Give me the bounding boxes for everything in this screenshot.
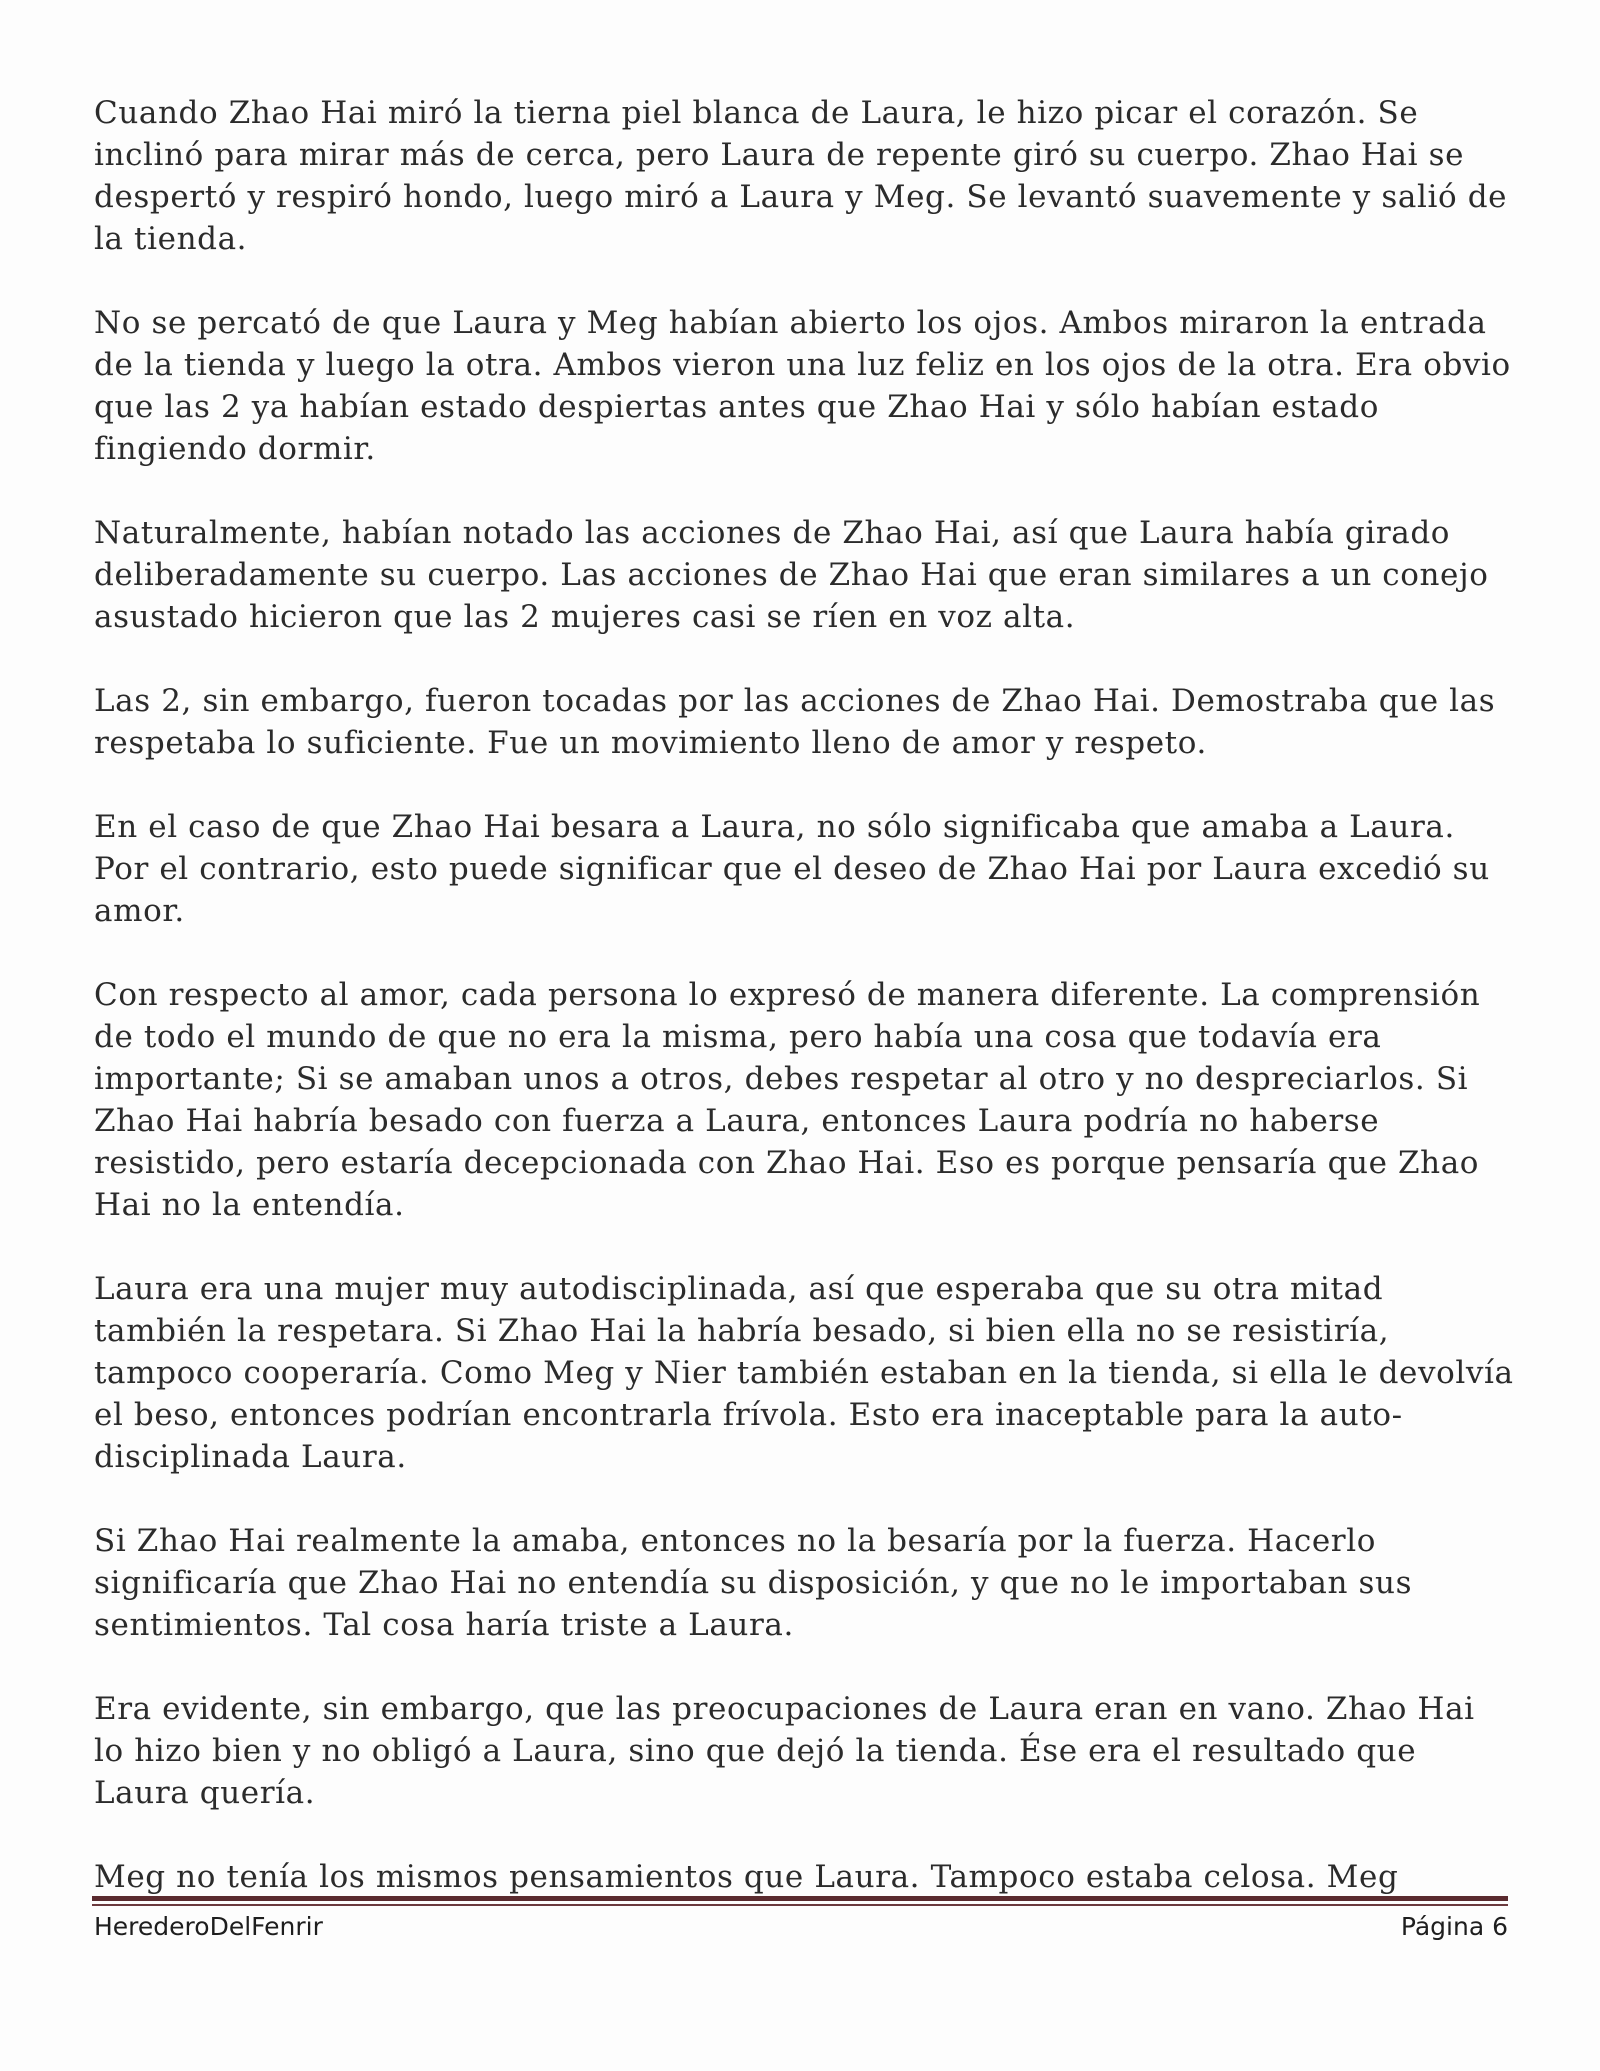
paragraph: Cuando Zhao Hai miró la tierna piel blanca de Laura, le hizo picar el corazón. Se inclinó para mirar más de cerca, pero Laura de repente giró su cuerpo. Zhao Hai se despertó y respiró hondo, luego miró a Laura y Meg. Se levantó suavemente y salió de la tienda.: [94, 95, 1508, 257]
paragraph: Meg no tenía los mismos pensamientos que Laura. Tampoco estaba celosa. Meg: [94, 1859, 1399, 1895]
footer-divider: [92, 1896, 1508, 1901]
paragraph: Naturalmente, habían notado las acciones de Zhao Hai, así que Laura había girado deliberadamente su cuerpo. Las acciones de Zhao Hai que eran similares a un conejo asustado hicieron que las 2 mujeres casi se ríen en voz alta.: [94, 515, 1489, 635]
paragraph: No se percató de que Laura y Meg habían abierto los ojos. Ambos miraron la entrada de la tienda y luego la otra. Ambos vieron una luz feliz en los ojos de la otra. Era obvio que las 2 ya habían estado despiertas antes que Zhao Hai y sólo habían estado fingiendo dormir.: [94, 305, 1511, 467]
paragraph: Con respecto al amor, cada persona lo expresó de manera diferente. La comprensión de todo el mundo de que no era la misma, pero había una cosa que todavía era importante; Si se amaban unos a otros, debes respetar al otro y no despreciarlos. Si Zhao Hai habría besado con fuerza a Laura, entonces Laura podría no haberse resistido, pero estaría decepcionada con Zhao Hai. Eso es porque pensaría que Zhao Hai no la entendía.: [94, 977, 1481, 1223]
paragraph: Las 2, sin embargo, fueron tocadas por las acciones de Zhao Hai. Demostraba que las respetaba lo suficiente. Fue un movimiento lleno de amor y respeto.: [94, 683, 1496, 761]
paragraph: En el caso de que Zhao Hai besara a Laura, no sólo significaba que amaba a Laura. Por el contrario, esto puede significar que el deseo de Zhao Hai por Laura excedió su amor.: [94, 809, 1490, 929]
paragraph: Laura era una mujer muy autodisciplinada, así que esperaba que su otra mitad también la respetara. Si Zhao Hai la habría besado, si bien ella no se resistiría, tampoco cooperaría. Como Meg y Nier también estaban en la tienda, si ella le devolvía el beso, entonces podrían encontrarla frívola. Esto era inaceptable para la auto-disciplinada Laura.: [94, 1271, 1514, 1475]
footer-author: HerederoDelFenrir: [94, 1912, 323, 1941]
body-text: [94, 92, 1514, 1898]
paragraph: Si Zhao Hai realmente la amaba, entonces no la besaría por la fuerza. Hacerlo significaría que Zhao Hai no entendía su disposición, y que no le importaban sus sentimientos. Tal cosa haría triste a Laura.: [94, 1523, 1413, 1643]
footer-divider-thin: [92, 1904, 1508, 1906]
footer-page-number: Página 6: [1400, 1912, 1508, 1941]
paragraph: Era evidente, sin embargo, que las preocupaciones de Laura eran en vano. Zhao Hai lo hizo bien y no obligó a Laura, sino que dejó la tienda. Ése era el resultado que Laura quería.: [94, 1691, 1475, 1811]
